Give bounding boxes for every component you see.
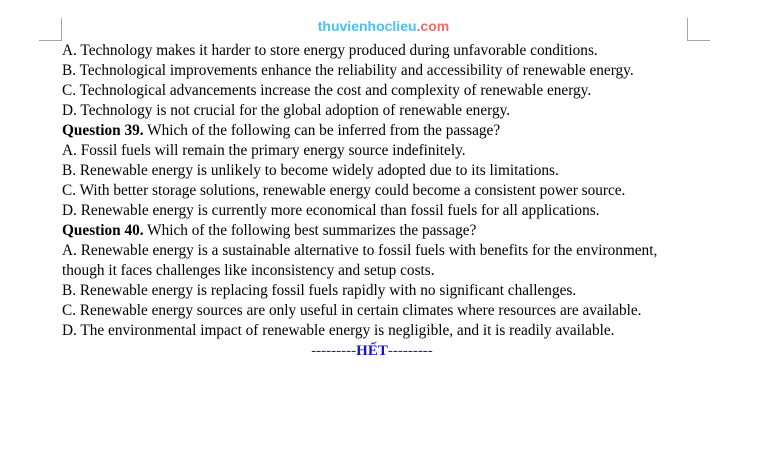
question-40 [62, 221, 682, 241]
end-marker [62, 341, 682, 361]
site-header-domain: .com [416, 18, 450, 34]
q40-option-b: B. Renewable energy is replacing fossil fuels rapidly with no significant challenges. [62, 282, 577, 299]
question-39-text: Which of the following can be inferred from the passage? [143, 122, 501, 139]
question-40-label: Question 40. [62, 222, 144, 239]
end-dashes-left: --------- [311, 343, 357, 359]
question-39 [62, 121, 682, 141]
site-header [0, 18, 767, 34]
q38-option-b: B. Technological improvements enhance the reliability and accessibility of renewable energy. [62, 62, 634, 79]
question-40-text: Which of the following best summarizes the passage? [143, 222, 477, 239]
q40-option-c: C. Renewable energy sources are only useful in certain climates where resources are available. [62, 302, 642, 319]
end-dashes-right: --------- [387, 343, 433, 359]
document-body [62, 41, 682, 361]
q39-option-c: C. With better storage solutions, renewable energy could become a consistent power source. [62, 182, 626, 199]
q39-option-b: B. Renewable energy is unlikely to become widely adopted due to its limitations. [62, 162, 559, 179]
q40-option-d: D. The environmental impact of renewable energy is negligible, and it is readily available. [62, 322, 615, 339]
site-header-name: thuvienhoclieu [317, 18, 417, 34]
q39-option-d: D. Renewable energy is currently more economical than fossil fuels for all applications. [62, 202, 600, 219]
q40-option-a: A. Renewable energy is a sustainable alternative to fossil fuels with benefits for the environment, though it faces challenges like inconsistency and setup costs. [62, 242, 658, 279]
question-39-label: Question 39. [62, 122, 144, 139]
q38-option-c: C. Technological advancements increase the cost and complexity of renewable energy. [62, 82, 592, 99]
q38-option-a: A. Technology makes it harder to store energy produced during unfavorable conditions. [62, 42, 598, 59]
q38-option-d: D. Technology is not crucial for the global adoption of renewable energy. [62, 102, 511, 119]
q39-option-a: A. Fossil fuels will remain the primary energy source indefinitely. [62, 142, 466, 159]
end-word: HẾT [356, 343, 388, 359]
